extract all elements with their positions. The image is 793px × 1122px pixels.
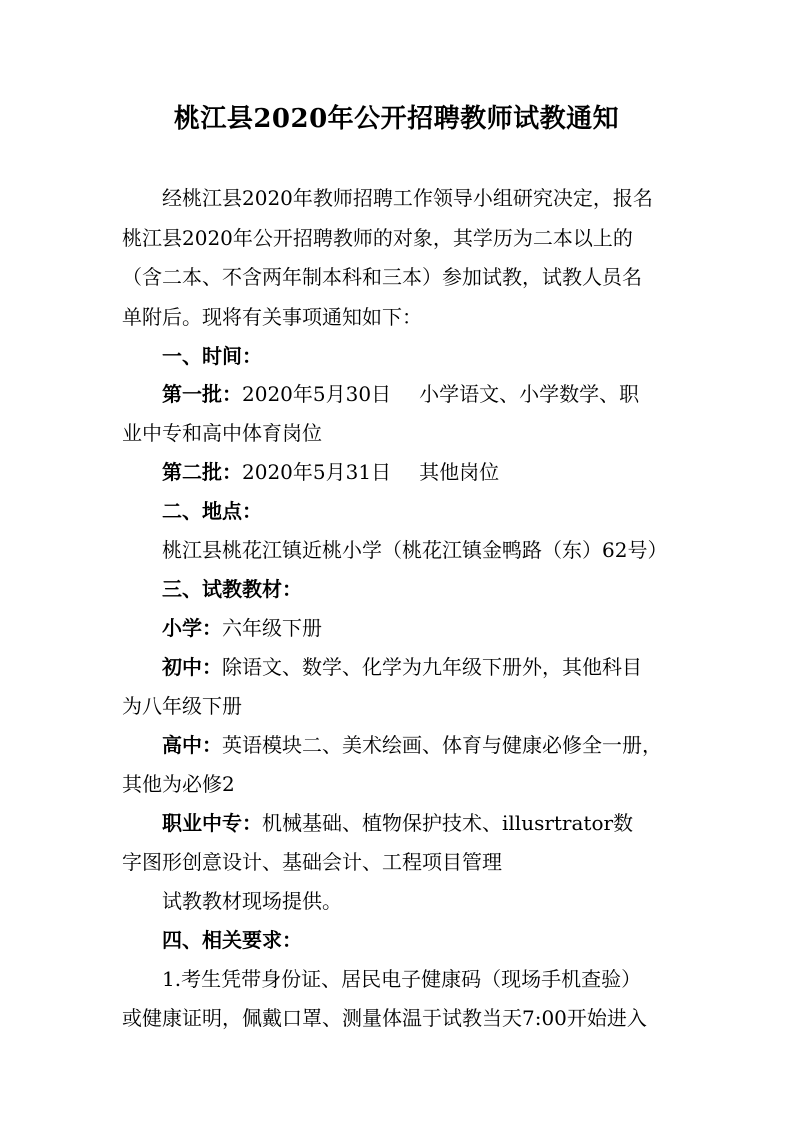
vocational-text: 机械基础、植物保护技术、illusrtrator数 xyxy=(262,811,634,835)
section-materials-heading: 三、试教教材： xyxy=(162,577,302,601)
section-time-heading: 一、时间： xyxy=(162,344,262,368)
batch-1-posts-cont: 业中专和高中体育岗位 xyxy=(122,421,322,445)
section-location-heading: 二、地点： xyxy=(162,499,262,523)
batch-2-line xyxy=(162,460,499,484)
senior-text: 英语模块二、美术绘画、体育与健康必修全一册， xyxy=(222,733,662,757)
vocational-label: 职业中专： xyxy=(162,811,262,835)
vocational-line xyxy=(162,811,633,835)
batch-1-line xyxy=(162,382,639,406)
batch-1-label: 第一批： xyxy=(162,382,242,406)
intro-line-4: 单附后。现将有关事项通知如下： xyxy=(122,305,422,329)
junior-line xyxy=(162,655,642,679)
requirement-1-line-1: 1.考生凭带身份证、居民电子健康码（现场手机查验） xyxy=(162,967,642,991)
requirement-1-line-2: 或健康证明，佩戴口罩、测量体温于试教当天7:00开始进入 xyxy=(122,1006,647,1030)
vocational-text-cont: 字图形创意设计、基础会计、工程项目管理 xyxy=(122,850,502,874)
junior-label: 初中： xyxy=(162,655,222,679)
senior-line xyxy=(162,733,662,757)
batch-1-date: 2020年5月30日 xyxy=(242,382,392,406)
primary-line xyxy=(162,616,322,640)
primary-label: 小学： xyxy=(162,616,222,640)
primary-text: 六年级下册 xyxy=(222,616,322,640)
intro-line-3: （含二本、不含两年制本科和三本）参加试教，试教人员名 xyxy=(122,265,642,289)
batch-2-date: 2020年5月31日 xyxy=(242,460,392,484)
senior-text-cont: 其他为必修2 xyxy=(122,772,235,796)
senior-label: 高中： xyxy=(162,733,222,757)
document-title: 桃江县2020年公开招聘教师试教通知 xyxy=(173,104,620,134)
junior-text-cont: 为八年级下册 xyxy=(122,694,242,718)
batch-2-label: 第二批： xyxy=(162,460,242,484)
batch-1-posts: 小学语文、小学数学、职 xyxy=(419,382,640,406)
section-requirements-heading: 四、相关要求： xyxy=(162,928,302,952)
location-address: 桃江县桃花江镇近桃小学（桃花江镇金鸭路（东）62号） xyxy=(162,538,668,562)
intro-line-2: 桃江县2020年公开招聘教师的对象，其学历为二本以上的 xyxy=(122,226,633,250)
intro-line-1: 经桃江县2020年教师招聘工作领导小组研究决定，报名 xyxy=(162,186,653,210)
junior-text: 除语文、数学、化学为九年级下册外，其他科目 xyxy=(222,655,642,679)
batch-2-posts: 其他岗位 xyxy=(419,460,500,484)
materials-note: 试教教材现场提供。 xyxy=(162,889,342,913)
